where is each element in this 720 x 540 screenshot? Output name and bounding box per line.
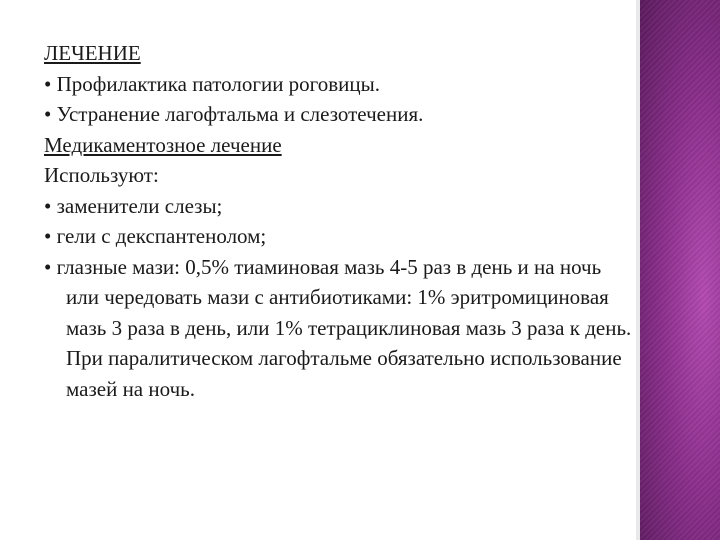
bullet: • [44,193,52,218]
bullet: • [44,254,52,279]
item-text: Устранение лагофтальма и слезотечения. [56,102,424,126]
list-item [44,69,634,100]
list-item [44,252,634,405]
item-text: глазные мази: 0,5% тиаминовая мазь 4-5 раз в день и на ночь или чередовать мази с антибиотиками: 1% эритромициновая мазь 3 раза в день, или 1% тетрациклиновая мазь 3 раза к день. При паралитическом лагофтальме обязательно использование мазей на ночь. [56,254,632,401]
list-item [44,221,634,252]
list-item [44,191,634,222]
item-text: Профилактика патологии роговицы. [56,71,381,96]
heading: ЛЕЧЕНИЕ [44,41,141,65]
bullet: • [44,71,52,96]
bullet: • [44,102,52,126]
list-item [44,99,634,130]
item-text: заменители слезы; [56,193,223,218]
bullet: • [44,224,52,248]
decorative-side-panel [640,0,720,540]
intro-text: Используют: [44,163,159,187]
item-text: гели с декспантенолом; [56,224,267,248]
slide-content [44,38,634,404]
subheading: Медикаментозное лечение [44,132,282,157]
